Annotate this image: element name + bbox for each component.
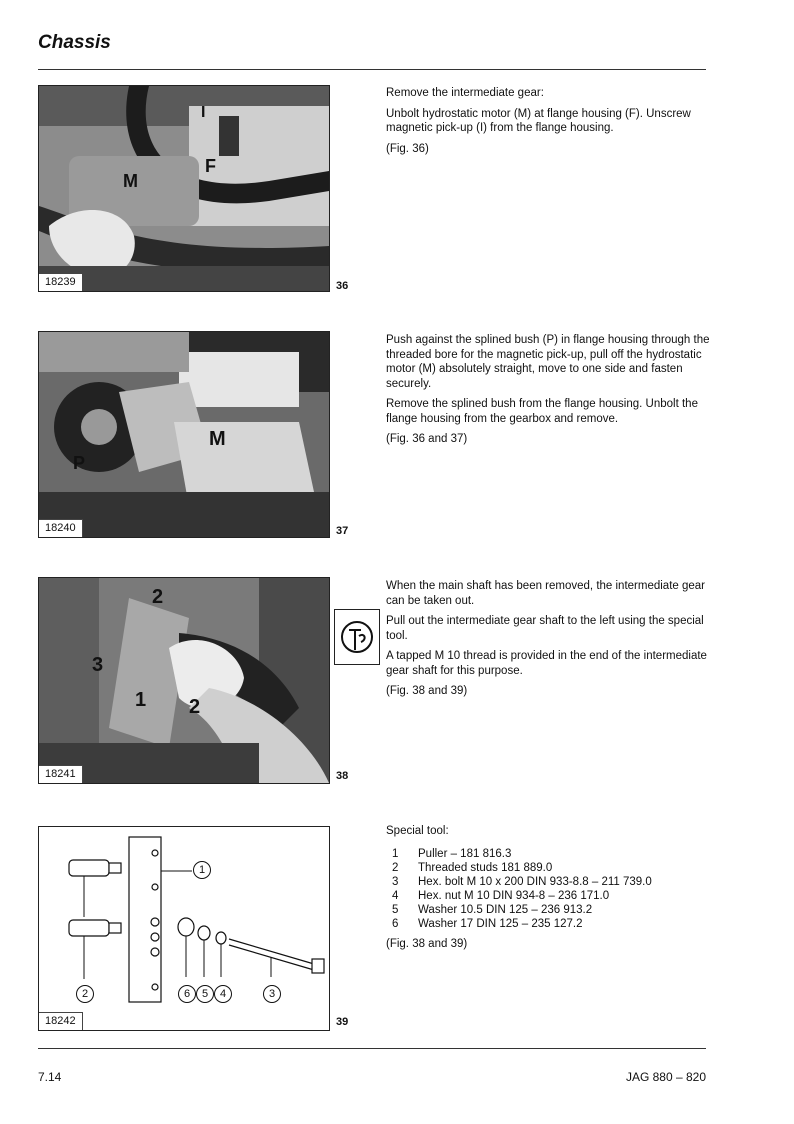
paragraph: A tapped M 10 thread is provided in the end of the intermediate gear shaft for this purpose. — [386, 650, 707, 677]
photo-label-i: I — [201, 104, 206, 121]
list-item — [386, 861, 712, 875]
photo-fig-37 — [38, 331, 330, 538]
callout-5: 5 — [196, 985, 214, 1003]
item-text: Washer 17 DIN 125 – 235 127.2 — [418, 917, 583, 930]
figure-number: 38 — [336, 770, 349, 782]
item-number: 3 — [392, 875, 399, 888]
callout-4: 4 — [214, 985, 232, 1003]
paragraph: When the main shaft has been removed, the intermediate gear can be taken out. — [386, 580, 705, 607]
item-text: Threaded studs 181 889.0 — [418, 861, 553, 874]
figure-number: 36 — [336, 280, 349, 292]
figure-number: 37 — [336, 525, 349, 537]
photo-label-m: M — [123, 171, 138, 191]
paragraph: Remove the intermediate gear: — [386, 87, 544, 99]
paragraph: (Fig. 36) — [386, 142, 429, 155]
photo-id: 18240 — [39, 519, 83, 537]
list-item — [386, 847, 712, 861]
paragraph: (Fig. 36 and 37) — [386, 433, 468, 445]
paragraph: Push against the splined bush (P) in flange housing through the threaded bore for the magnetic pick-up, pull off the hydrostatic motor (M) absolutely straight, move to one side and fasten securely. — [386, 334, 710, 390]
photo-fig-38 — [38, 577, 330, 784]
photo-label-1: 1 — [135, 689, 147, 711]
page-header-title: Chassis — [38, 32, 111, 53]
item-number: 2 — [392, 861, 399, 874]
paragraph: (Fig. 38 and 39) — [386, 685, 468, 697]
item-number: 5 — [392, 903, 399, 916]
list-item — [386, 889, 712, 903]
item-text: Hex. bolt M 10 x 200 DIN 933-8.8 – 211 739.0 — [418, 875, 652, 888]
text-block-2 — [386, 333, 712, 453]
header-rule — [38, 69, 706, 70]
figure-reference: (Fig. 38 and 39) — [386, 937, 468, 950]
list-item — [386, 917, 712, 931]
photo-label-3: 3 — [92, 654, 104, 676]
photo-label-f: F — [205, 156, 216, 176]
photo-id: 18239 — [39, 273, 83, 291]
text-block-3 — [386, 579, 712, 705]
item-text: Puller – 181 816.3 — [418, 847, 512, 860]
callout-3: 3 — [263, 985, 281, 1003]
paragraph: Unbolt hydrostatic motor (M) at flange housing (F). Unscrew magnetic pick-up (I) from the flange housing. — [386, 107, 691, 134]
paragraph: Pull out the intermediate gear shaft to the left using the special tool. — [386, 615, 704, 642]
info-tool-icon — [334, 609, 380, 665]
item-number: 4 — [392, 889, 399, 902]
text-block-1 — [386, 86, 712, 162]
footer-rule — [38, 1048, 706, 1049]
callout-6: 6 — [178, 985, 196, 1003]
paragraph: Remove the splined bush from the flange housing. Unbolt the flange housing from the gearbox and remove. — [386, 398, 698, 425]
photo-label-m: M — [209, 428, 226, 450]
callout-2: 2 — [76, 985, 94, 1003]
special-tool-list — [386, 847, 712, 931]
photo-id: 18241 — [39, 765, 83, 783]
photo-fig-36 — [38, 85, 330, 292]
page-number: 7.14 — [38, 1070, 62, 1084]
text-block-4 — [386, 824, 712, 957]
photo-label-2-bottom: 2 — [189, 696, 201, 718]
item-text: Hex. nut M 10 DIN 934-8 – 236 171.0 — [418, 889, 610, 902]
tool-diagram-fig-39 — [38, 826, 330, 1031]
photo-label-p: P — [73, 453, 86, 473]
list-item — [386, 903, 712, 917]
item-number: 1 — [392, 847, 399, 860]
item-number: 6 — [392, 917, 399, 930]
figure-number: 39 — [336, 1016, 349, 1028]
photo-label-2-top: 2 — [152, 586, 164, 608]
special-tool-intro: Special tool: — [386, 825, 449, 837]
photo-id: 18242 — [39, 1012, 83, 1030]
model-label: JAG 880 – 820 — [625, 1070, 706, 1084]
item-text: Washer 10.5 DIN 125 – 236 913.2 — [418, 903, 593, 916]
list-item — [386, 875, 712, 889]
callout-1: 1 — [193, 861, 211, 879]
